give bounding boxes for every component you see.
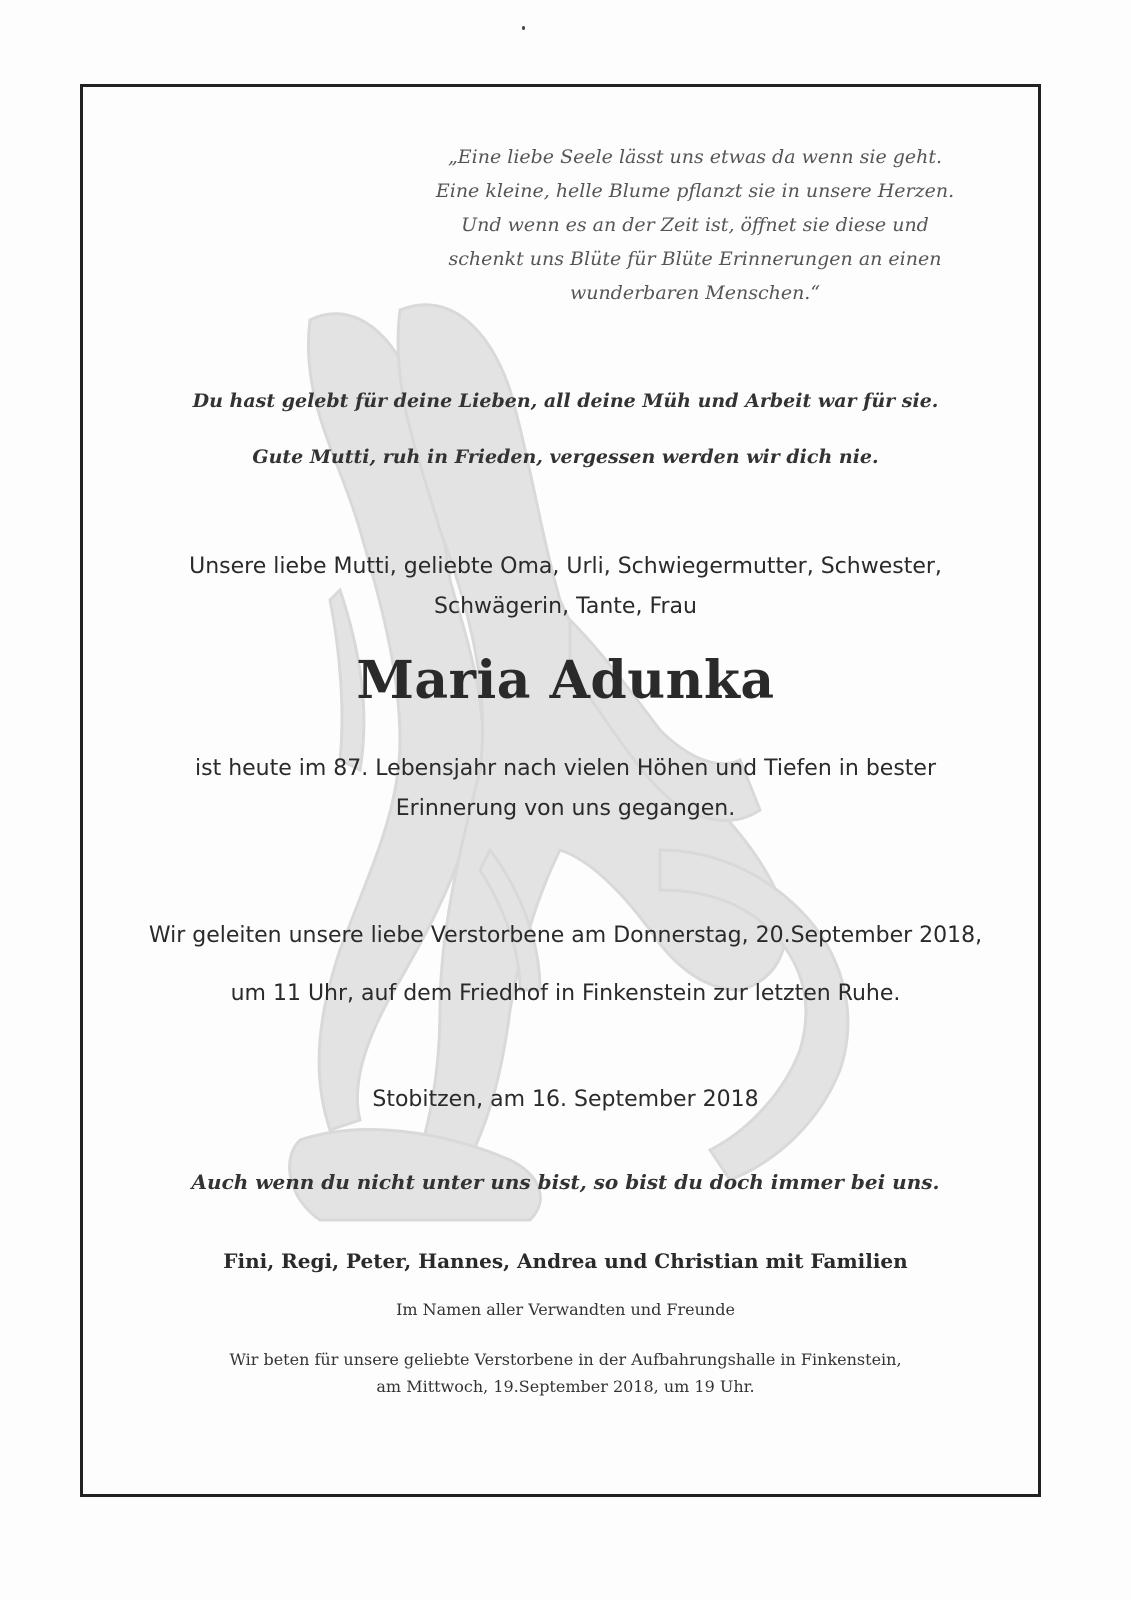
quote-line: „Eine liebe Seele lässt uns etwas da wenn sie geht. <box>447 146 943 168</box>
quote-line: Eine kleine, helle Blume pflanzt sie in unsere Herzen. <box>435 180 955 202</box>
tribute-line: Du hast gelebt für deine Lieben, all deine Müh und Arbeit war für sie. <box>192 390 939 412</box>
prayer-line: am Mittwoch, 19.September 2018, um 19 Uhr. <box>376 1377 755 1396</box>
quote-line: Und wenn es an der Zeit ist, öffnet sie diese und <box>461 214 929 236</box>
passing-announcement <box>0 749 1131 829</box>
tribute-line: Gute Mutti, ruh in Frieden, vergessen werden wir dich nie. <box>252 446 879 468</box>
funeral-line: Wir geleiten unsere liebe Verstorbene am Donnerstag, 20.September 2018, <box>148 923 983 948</box>
passing-line: ist heute im 87. Lebensjahr nach vielen Höhen und Tiefen in bester <box>195 756 936 781</box>
relations-text <box>0 547 1131 627</box>
quote-line: wunderbaren Menschen.“ <box>569 282 821 304</box>
on-behalf-note: Im Namen aller Verwandten und Freunde <box>396 1300 735 1319</box>
quote-line: schenkt uns Blüte für Blüte Erinnerungen an einen <box>448 248 942 270</box>
relations-line: Schwägerin, Tante, Frau <box>434 594 697 619</box>
closing-motto: Auch wenn du nicht unter uns bist, so bist du doch immer bei uns. <box>191 1170 940 1194</box>
opening-quote <box>400 140 990 310</box>
prayer-line: Wir beten für unsere geliebte Verstorbene in der Aufbahrungshalle in Finkenstein, <box>229 1350 902 1369</box>
scan-speck <box>522 26 525 30</box>
relations-line: Unsere liebe Mutti, geliebte Oma, Urli, Schwiegermutter, Schwester, <box>189 554 942 579</box>
family-names: Fini, Regi, Peter, Hannes, Andrea und Christian mit Familien <box>223 1249 908 1273</box>
prayer-service <box>0 1346 1131 1400</box>
deceased-name: Maria Adunka <box>356 650 775 711</box>
passing-line: Erinnerung von uns gegangen. <box>395 796 736 821</box>
tribute-verse <box>0 373 1131 485</box>
place-date: Stobitzen, am 16. September 2018 <box>372 1087 759 1112</box>
funeral-line: um 11 Uhr, auf dem Friedhof in Finkenstein zur letzten Ruhe. <box>230 981 901 1006</box>
funeral-details <box>0 907 1131 1023</box>
